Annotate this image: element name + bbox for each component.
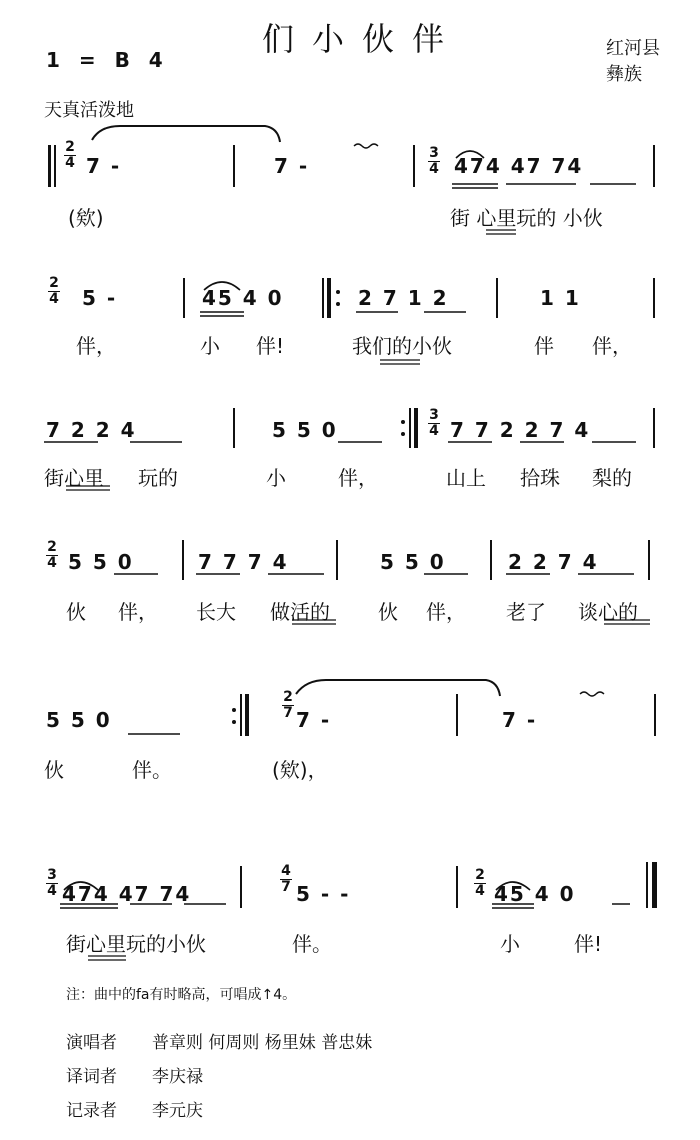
- lyric: 伴!: [256, 334, 285, 358]
- barline: [240, 694, 242, 736]
- notes-measure: 1 1: [540, 286, 581, 310]
- notes-measure: 5 - -: [296, 882, 351, 906]
- barline: [648, 540, 650, 580]
- time-signature: 2 4: [47, 539, 57, 571]
- barline: [652, 862, 657, 908]
- lyric: 我们的小伙: [352, 334, 452, 358]
- notes-measure: 474 47 74: [454, 154, 584, 178]
- notes-measure: 45 4 0: [494, 882, 576, 906]
- lyric: 拾珠: [520, 466, 560, 490]
- barline: [646, 862, 648, 908]
- key-signature: 1 = B 4: [46, 48, 169, 72]
- lyric: 梨的: [592, 466, 632, 490]
- notes-measure: 2 2 7 4: [508, 550, 599, 574]
- notes-measure: 7 -: [502, 708, 538, 732]
- barline: [413, 145, 415, 187]
- slur: [296, 680, 500, 696]
- barline: [653, 408, 655, 448]
- lyric: 玩的: [138, 466, 178, 490]
- credit-recorder: [66, 1096, 203, 1121]
- lyric: 伴!: [574, 932, 603, 956]
- lyric: 伴: [534, 334, 554, 358]
- barline: [233, 145, 235, 187]
- lyric-line: 街 心里玩的 小伙: [450, 206, 603, 230]
- barline: [233, 408, 235, 448]
- notes-measure: 7 -: [86, 154, 122, 178]
- credit-names: 普章则 何周则 杨里妹 普忠妹: [152, 1033, 373, 1053]
- barline: [240, 866, 242, 908]
- barline: [336, 540, 338, 580]
- tempo-marking: 天真活泼地: [44, 100, 134, 121]
- notes-measure: 5 5 0: [272, 418, 338, 442]
- barline: [54, 145, 56, 187]
- lyric: 伴，: [426, 600, 466, 624]
- region-county: 红河县: [606, 38, 660, 59]
- time-signature: 3 4: [47, 867, 57, 899]
- slur: [92, 126, 280, 142]
- lyric: 长大: [196, 600, 236, 624]
- barline: [245, 694, 249, 736]
- notes-measure: 7 -: [274, 154, 310, 178]
- lyric: 山上: [446, 466, 486, 490]
- lyric: 伴，: [592, 334, 632, 358]
- barline: [409, 408, 411, 448]
- notes-measure: 7 7 2 2 7 4: [450, 418, 591, 442]
- credit-role: 记录者: [66, 1101, 117, 1121]
- lyric: 伙: [378, 600, 398, 624]
- time-signature: 3 4: [429, 407, 439, 439]
- barline: [490, 540, 492, 580]
- credit-names: 李元庆: [152, 1101, 203, 1121]
- barline: [48, 145, 51, 187]
- lyric: 伴，: [338, 466, 378, 490]
- barline: [496, 278, 498, 318]
- lyric: 街心里: [44, 466, 104, 490]
- song-title: 们小伙伴: [262, 20, 463, 58]
- credit-names: 李庆禄: [152, 1067, 203, 1087]
- lyric: 小: [266, 466, 286, 490]
- barline: [653, 278, 655, 318]
- notes-measure: 7 7 7 4: [198, 550, 289, 574]
- lyric: 街心里玩的小伙: [66, 932, 206, 956]
- lyric: 小: [500, 932, 520, 956]
- footnote: 注：曲中的fa有时略高，可唱成↑4。: [66, 987, 297, 1003]
- notes-measure: 5 5 0: [68, 550, 134, 574]
- barline: [653, 145, 655, 187]
- lyric: 谈心的: [578, 600, 638, 624]
- barline: [654, 694, 656, 736]
- credit-role: 译词者: [66, 1067, 117, 1087]
- lyric-line: (欸): [68, 206, 104, 230]
- notes-measure: 2 7 1 2: [358, 286, 449, 310]
- time-signature: 3 4: [429, 145, 439, 177]
- barline: [183, 278, 185, 318]
- lyric: 做活的: [270, 600, 330, 624]
- region-ethnicity: 彝族: [606, 64, 642, 85]
- lyric: 伴，: [118, 600, 158, 624]
- time-signature: 2 4: [65, 139, 75, 171]
- barline: [456, 866, 458, 908]
- time-signature: 2 7: [283, 689, 293, 721]
- lyric: 小: [200, 334, 220, 358]
- trill-mark: [354, 144, 378, 148]
- notes-measure: 7 2 2 4: [46, 418, 137, 442]
- barline: [182, 540, 184, 580]
- trill-mark: [580, 692, 604, 696]
- lyric: 伴。: [292, 932, 332, 956]
- barline: [456, 694, 458, 736]
- notes-measure: 5 5 0: [380, 550, 446, 574]
- lyric: (欸)，: [272, 758, 328, 782]
- lyric: 伙: [44, 758, 64, 782]
- notes-measure: 5 -: [82, 286, 118, 310]
- lyric: 伴。: [132, 758, 172, 782]
- notes-measure: 7 -: [296, 708, 332, 732]
- credit-performers: [66, 1028, 372, 1053]
- barline: [327, 278, 331, 318]
- time-signature: 2 4: [475, 867, 485, 899]
- time-signature: 4 7: [281, 863, 291, 895]
- time-signature: 2 4: [49, 275, 59, 307]
- credit-role: 演唱者: [66, 1033, 117, 1053]
- lyric: 老了: [506, 600, 546, 624]
- credit-translator: [66, 1062, 203, 1087]
- barline: [322, 278, 324, 318]
- notes-measure: 474 47 74: [62, 882, 192, 906]
- notes-measure: 5 5 0: [46, 708, 112, 732]
- lyric: 伙: [66, 600, 86, 624]
- barline: [414, 408, 418, 448]
- notes-measure: 45 4 0: [202, 286, 284, 310]
- lyric: 伴，: [76, 334, 116, 358]
